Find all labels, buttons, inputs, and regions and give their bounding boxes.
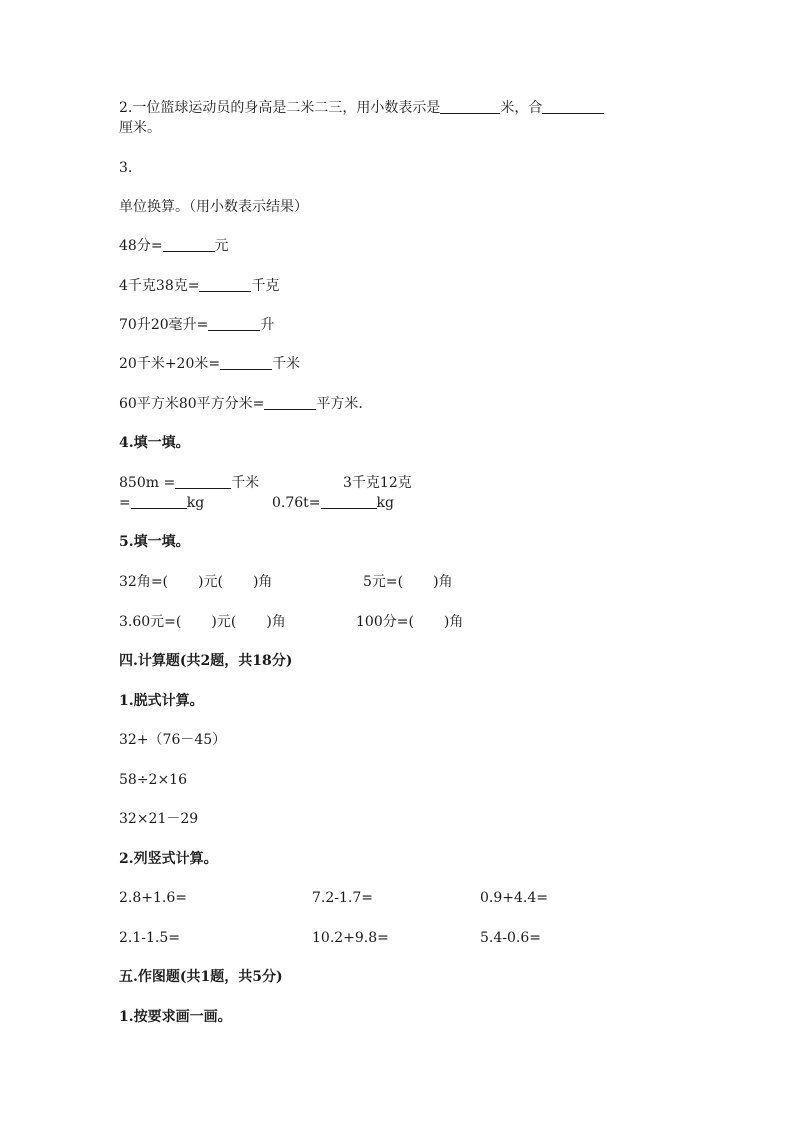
section-4-title: 四.计算题(共2题，共18分) bbox=[119, 653, 293, 669]
answer-blank[interactable] bbox=[220, 355, 272, 370]
answer-blank[interactable] bbox=[208, 316, 260, 331]
sec5-q1-title: 1.按要求画一画。 bbox=[119, 1009, 232, 1025]
answer-blank[interactable] bbox=[264, 395, 316, 410]
answer-blank[interactable] bbox=[131, 494, 187, 509]
item-text: )角 bbox=[266, 614, 286, 630]
section-5-title: 五.作图题(共1题，共5分) bbox=[119, 969, 283, 985]
item-unit: 千米 bbox=[272, 356, 301, 372]
q5-item bbox=[356, 613, 463, 631]
q5-item bbox=[119, 613, 286, 631]
item-unit: kg bbox=[376, 495, 394, 511]
item-text: 20千米+20米= bbox=[119, 356, 221, 372]
item-text: = bbox=[119, 495, 131, 511]
expression: 5.4-0.6= bbox=[480, 930, 541, 946]
item-text: )元( bbox=[211, 614, 237, 630]
expression: 7.2-1.7= bbox=[312, 890, 373, 906]
item-unit: 千米 bbox=[231, 475, 260, 491]
item-unit: 元 bbox=[214, 238, 229, 254]
answer-blank[interactable] bbox=[175, 474, 231, 489]
q5-item bbox=[119, 573, 272, 591]
expression: 2.1-1.5= bbox=[119, 930, 180, 946]
q3-item bbox=[119, 316, 274, 334]
item-text: )角 bbox=[443, 614, 464, 630]
expression: 0.9+4.4= bbox=[480, 890, 548, 906]
item-text: 4千克38克= bbox=[119, 278, 200, 294]
q5-item bbox=[363, 573, 453, 591]
q3-item bbox=[119, 277, 279, 295]
q4-title: 4.填一填。 bbox=[119, 435, 190, 451]
q3-item bbox=[119, 355, 300, 373]
q4-item-c bbox=[272, 494, 394, 512]
q4-item-a bbox=[119, 474, 259, 492]
answer-blank[interactable] bbox=[321, 494, 377, 509]
item-text: 5元=( bbox=[363, 574, 404, 590]
item-unit: 千克 bbox=[251, 278, 280, 294]
q2-text-b: 米，合 bbox=[500, 100, 543, 116]
q2-line2: 厘米。 bbox=[119, 120, 161, 136]
q3-number: 3. bbox=[119, 160, 133, 176]
expression: 58÷2×16 bbox=[119, 772, 187, 788]
answer-blank[interactable] bbox=[199, 277, 251, 292]
q3-instruction: 单位换算。（用小数表示结果） bbox=[119, 199, 308, 215]
q2-text-a: 2.一位篮球运动员的身高是二米二三，用小数表示是 bbox=[119, 100, 441, 116]
expression: 32×21－29 bbox=[119, 811, 199, 827]
item-text: 3.60元=( bbox=[119, 614, 182, 630]
item-text: 48分= bbox=[119, 238, 163, 254]
q3-item bbox=[119, 395, 363, 413]
item-text: 60平方米80平方分米= bbox=[119, 396, 265, 412]
q3-item bbox=[119, 237, 229, 255]
expression: 10.2+9.8= bbox=[312, 930, 389, 946]
item-unit: kg bbox=[186, 495, 205, 511]
q4-item-b-cont bbox=[119, 494, 204, 512]
item-text: 70升20毫升= bbox=[119, 317, 209, 333]
q2-line1 bbox=[119, 99, 604, 117]
item-text: 32角=( bbox=[119, 574, 169, 590]
item-text: )元( bbox=[198, 574, 223, 590]
answer-blank[interactable] bbox=[163, 237, 215, 252]
q5-title: 5.填一填。 bbox=[119, 534, 190, 550]
item-text: 100分=( bbox=[356, 614, 414, 630]
item-text: 850m = bbox=[119, 475, 176, 491]
sec4-q1-title: 1.脱式计算。 bbox=[119, 693, 204, 709]
item-unit: 平方米. bbox=[316, 396, 363, 412]
item-unit: 升 bbox=[260, 317, 275, 333]
item-text: 0.76t= bbox=[272, 495, 321, 511]
answer-blank[interactable] bbox=[440, 99, 500, 114]
expression: 2.8+1.6= bbox=[119, 890, 187, 906]
sec4-q2-title: 2.列竖式计算。 bbox=[119, 851, 218, 867]
expression: 32+（76－45） bbox=[119, 732, 227, 748]
item-text: )角 bbox=[252, 574, 273, 590]
answer-blank[interactable] bbox=[542, 99, 604, 114]
item-text: )角 bbox=[433, 574, 453, 590]
q4-item-b: 3千克12克 bbox=[343, 475, 412, 491]
